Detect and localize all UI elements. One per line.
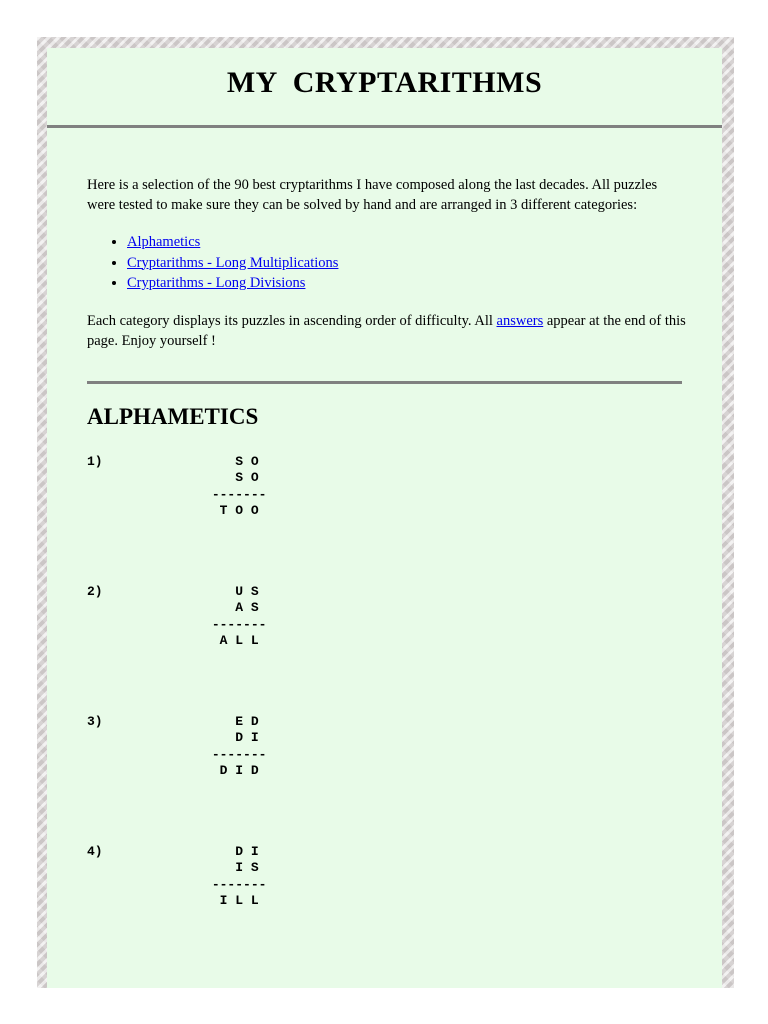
- page-content: [47, 48, 722, 988]
- category-item-alphametics: [127, 232, 687, 253]
- category-item-long-divisions: [127, 273, 687, 294]
- answers-link[interactable]: answers: [496, 313, 544, 329]
- page-title: MY CRYPTARITHMS: [226, 66, 543, 99]
- category-link-long-multiplications[interactable]: Cryptarithms - Long Multiplications: [127, 254, 339, 271]
- section-divider: [87, 381, 682, 384]
- title-divider: [47, 125, 722, 128]
- category-list: [87, 232, 687, 294]
- outro-text-before: Each category displays its puzzles in ascending order of difficulty. All: [87, 313, 497, 329]
- category-link-long-divisions[interactable]: Cryptarithms - Long Divisions: [127, 275, 306, 291]
- section-title-alphametics: ALPHAMETICS: [87, 404, 259, 429]
- outro-text-after: appear at the end of this page. Enjoy yourself !: [87, 313, 686, 349]
- category-link-alphametics[interactable]: Alphametics: [127, 234, 201, 250]
- intro-paragraph: Here is a selection of the 90 best cryptarithms I have composed along the last decades. All puzzles were tested to make sure they can be solved by hand and are arranged in 3 different categories:: [87, 177, 658, 213]
- puzzle-3: 3) E D D I ------- D I D: [87, 714, 267, 778]
- puzzle-4: 4) D I I S ------- I L L: [87, 844, 267, 908]
- puzzle-2: 2) U S A S ------- A L L: [87, 584, 267, 648]
- outro-paragraph: [87, 311, 687, 351]
- category-item-long-multiplications: [127, 253, 687, 274]
- puzzle-1: 1) S O S O ------- T O O: [87, 454, 267, 518]
